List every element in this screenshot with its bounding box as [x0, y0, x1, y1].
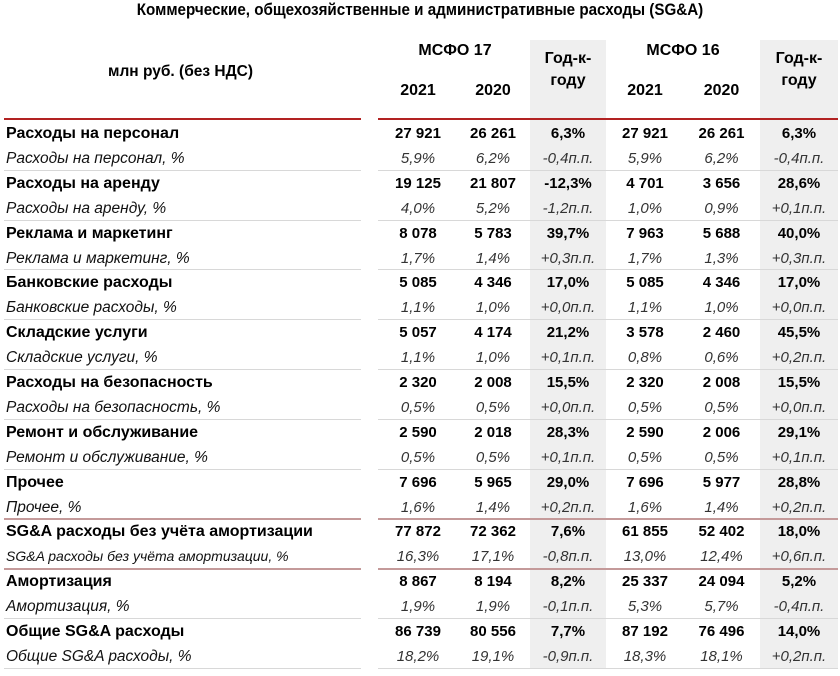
- cell-ifrs16-2020: 4 346: [702, 274, 741, 292]
- row-percent-label: Складские услуги, %: [6, 349, 158, 367]
- cell-ifrs16-yoy: 28,8%: [777, 473, 821, 491]
- cell-pct-ifrs16-yoy: +0,2п.п.: [771, 349, 827, 367]
- cell-pct-ifrs17-yoy: -0,4п.п.: [542, 149, 594, 167]
- row-percent-label: Ремонт и обслуживание, %: [6, 448, 208, 466]
- cell-pct-ifrs17-2021: 16,3%: [396, 548, 440, 566]
- cell-ifrs16-2020: 5 977: [702, 473, 741, 491]
- cell-ifrs16-2020: 5 688: [702, 224, 741, 242]
- cell-ifrs17-2020: 72 362: [470, 523, 516, 541]
- cell-pct-ifrs17-2020: 0,5%: [475, 398, 511, 416]
- yoy-header-line1: Год-к-: [544, 50, 592, 67]
- cell-pct-ifrs17-2020: 1,4%: [475, 498, 511, 516]
- cell-pct-ifrs16-yoy: +0,0п.п.: [771, 398, 827, 416]
- cell-pct-ifrs16-yoy: -0,4п.п.: [773, 149, 825, 167]
- cell-pct-ifrs16-2021: 18,3%: [623, 647, 667, 665]
- cell-ifrs17-yoy: 29,0%: [546, 473, 590, 491]
- cell-ifrs17-yoy: 15,5%: [546, 374, 590, 391]
- table-row: [0, 619, 840, 644]
- cell-pct-ifrs17-2021: 1,7%: [400, 249, 436, 267]
- row-percent-label: Расходы на безопасность, %: [6, 398, 221, 416]
- cell-ifrs16-yoy: 15,5%: [777, 374, 821, 391]
- cell-pct-ifrs16-2020: 0,6%: [704, 349, 739, 367]
- cell-ifrs17-2021: 7 696: [399, 473, 437, 491]
- cell-pct-ifrs17-2020: 5,2%: [475, 199, 511, 217]
- cell-pct-ifrs17-2020: 19,1%: [471, 647, 515, 665]
- table-row-percent: [0, 644, 840, 669]
- cell-ifrs17-2020: 4 174: [474, 324, 512, 342]
- table-row: [0, 270, 840, 295]
- cell-pct-ifrs16-2021: 0,5%: [627, 448, 663, 466]
- cell-ifrs17-2021: 5 085: [399, 274, 437, 292]
- cell-pct-ifrs16-2020: 1,3%: [704, 249, 739, 267]
- table-row: [0, 370, 840, 395]
- row-label: Банковские расходы: [6, 274, 173, 292]
- cell-pct-ifrs16-2020: 5,7%: [704, 598, 739, 616]
- cell-ifrs16-2020: 52 402: [698, 523, 745, 541]
- cell-ifrs17-2020: 5 965: [474, 473, 512, 491]
- cell-ifrs16-2021: 7 963: [626, 224, 664, 242]
- cell-ifrs17-2021: 19 125: [395, 174, 441, 192]
- table-row-percent: [0, 196, 840, 221]
- col-header-ifrs16-2021: 2021: [627, 82, 663, 99]
- cell-pct-ifrs16-2020: 0,9%: [704, 199, 739, 217]
- cell-ifrs17-2020: 2 018: [474, 423, 512, 441]
- row-label: Расходы на персонал: [6, 125, 180, 142]
- cell-ifrs17-yoy: -12,3%: [544, 174, 592, 192]
- cell-ifrs17-yoy: 21,2%: [546, 324, 590, 342]
- table-row: [0, 121, 840, 146]
- row-label: Ремонт и обслуживание: [6, 423, 199, 441]
- cell-ifrs16-2021: 7 696: [626, 473, 664, 491]
- cell-ifrs16-2020: 3 656: [702, 174, 741, 192]
- cell-pct-ifrs16-2021: 1,0%: [627, 199, 663, 217]
- cell-ifrs16-2021: 27 921: [622, 125, 668, 142]
- row-divider: [378, 668, 838, 669]
- cell-ifrs16-yoy: 14,0%: [777, 623, 821, 640]
- cell-ifrs16-yoy: 45,5%: [777, 324, 821, 342]
- table-row-percent: [0, 246, 840, 271]
- cell-ifrs16-2021: 3 578: [626, 324, 664, 342]
- table-row-percent: [0, 295, 840, 320]
- row-percent-label: Расходы на аренду, %: [6, 199, 167, 217]
- row-label: Складские услуги: [6, 324, 148, 342]
- cell-ifrs16-2021: 2 590: [626, 423, 664, 441]
- row-label: Общие SG&A расходы: [6, 623, 185, 640]
- cell-ifrs17-yoy: 7,6%: [550, 523, 586, 541]
- cell-ifrs16-2020: 24 094: [698, 573, 745, 591]
- cell-ifrs17-yoy: 7,7%: [550, 623, 586, 640]
- cell-pct-ifrs17-2021: 5,9%: [400, 149, 436, 167]
- row-label: Расходы на безопасность: [6, 374, 213, 391]
- unit-label: млн руб. (без НДС): [107, 63, 253, 80]
- cell-pct-ifrs16-2021: 0,5%: [627, 398, 663, 416]
- cell-ifrs17-2021: 8 867: [399, 573, 437, 591]
- cell-ifrs17-2020: 80 556: [470, 623, 516, 640]
- cell-pct-ifrs17-2020: 17,1%: [471, 548, 515, 566]
- cell-pct-ifrs17-yoy: -1,2п.п.: [542, 199, 594, 217]
- table-row-percent: [0, 594, 840, 619]
- cell-ifrs16-2021: 61 855: [622, 523, 668, 541]
- cell-ifrs16-2021: 87 192: [622, 623, 668, 640]
- header-divider-left: [4, 118, 361, 120]
- cell-ifrs17-2020: 8 194: [474, 573, 512, 591]
- cell-pct-ifrs16-2020: 12,4%: [700, 548, 743, 566]
- cell-ifrs16-2020: 2 460: [702, 324, 741, 342]
- row-percent-label: Прочее, %: [6, 498, 82, 516]
- cell-pct-ifrs17-yoy: +0,0п.п.: [540, 398, 596, 416]
- cell-pct-ifrs16-2020: 1,4%: [704, 498, 739, 516]
- table-row: [0, 320, 840, 345]
- cell-ifrs17-2021: 8 078: [399, 224, 437, 242]
- cell-pct-ifrs16-2021: 1,6%: [627, 498, 663, 516]
- cell-pct-ifrs17-2021: 1,6%: [400, 498, 436, 516]
- cell-ifrs16-2021: 25 337: [622, 573, 668, 591]
- table-row-percent: [0, 146, 840, 171]
- cell-pct-ifrs16-2021: 5,3%: [627, 598, 663, 616]
- cell-pct-ifrs16-2021: 0,8%: [627, 349, 663, 367]
- col-header-ifrs17-2020: 2020: [475, 82, 511, 99]
- cell-pct-ifrs17-2021: 1,1%: [400, 349, 436, 367]
- cell-pct-ifrs17-yoy: +0,1п.п.: [540, 349, 596, 367]
- col-header-ifrs16-2020: 2020: [703, 82, 740, 99]
- row-label: SG&A расходы без учёта амортизации: [6, 523, 313, 541]
- row-divider: [4, 668, 361, 669]
- cell-ifrs16-yoy: 29,1%: [777, 423, 821, 441]
- cell-ifrs16-yoy: 28,6%: [777, 174, 821, 192]
- table-row-percent: [0, 395, 840, 420]
- table-title: Коммерческие, общехозяйственные и административные расходы (SG&A): [136, 1, 704, 19]
- table-row: [0, 519, 840, 544]
- cell-pct-ifrs17-2020: 1,0%: [475, 299, 511, 317]
- cell-pct-ifrs17-2021: 0,5%: [400, 448, 436, 466]
- cell-pct-ifrs17-2021: 1,9%: [400, 598, 436, 616]
- cell-pct-ifrs16-2021: 1,1%: [627, 299, 663, 317]
- cell-ifrs17-2021: 86 739: [395, 623, 441, 640]
- row-percent-label: Расходы на персонал, %: [6, 149, 185, 167]
- cell-ifrs16-yoy: 6,3%: [781, 125, 817, 142]
- cell-ifrs17-2021: 2 320: [399, 374, 437, 391]
- cell-pct-ifrs16-2021: 1,7%: [627, 249, 663, 267]
- cell-pct-ifrs17-yoy: +0,3п.п.: [540, 249, 596, 267]
- cell-pct-ifrs17-yoy: -0,9п.п.: [542, 647, 594, 665]
- yoy-header-line1: Год-к-: [775, 50, 823, 67]
- col-header-ifrs17-2021: 2021: [400, 82, 436, 99]
- cell-pct-ifrs16-yoy: +0,3п.п.: [771, 249, 827, 267]
- row-label: Реклама и маркетинг: [6, 224, 173, 242]
- row-percent-label: Общие SG&A расходы, %: [6, 647, 192, 665]
- cell-ifrs17-2021: 2 590: [399, 423, 437, 441]
- cell-ifrs16-2020: 2 006: [702, 423, 741, 441]
- cell-ifrs16-yoy: 40,0%: [777, 224, 821, 242]
- cell-pct-ifrs17-2020: 6,2%: [475, 149, 511, 167]
- cell-ifrs17-2021: 5 057: [399, 324, 437, 342]
- cell-pct-ifrs17-2020: 0,5%: [475, 448, 511, 466]
- cell-pct-ifrs16-yoy: +0,6п.п.: [771, 548, 827, 566]
- cell-ifrs16-2021: 2 320: [626, 374, 664, 391]
- cell-pct-ifrs16-2020: 18,1%: [700, 647, 743, 665]
- table-row: [0, 221, 840, 246]
- group-header-ifrs16: МСФО 16: [646, 42, 720, 59]
- cell-pct-ifrs16-2020: 6,2%: [704, 149, 739, 167]
- cell-ifrs16-yoy: 17,0%: [777, 274, 821, 292]
- cell-ifrs17-yoy: 39,7%: [546, 224, 590, 242]
- cell-pct-ifrs17-2021: 1,1%: [400, 299, 436, 317]
- cell-ifrs17-2020: 2 008: [474, 374, 512, 391]
- cell-pct-ifrs16-yoy: +0,0п.п.: [771, 299, 827, 317]
- cell-pct-ifrs16-2020: 0,5%: [704, 398, 739, 416]
- cell-ifrs16-2021: 5 085: [626, 274, 664, 292]
- cell-pct-ifrs17-yoy: +0,0п.п.: [540, 299, 596, 317]
- header-divider-right: [378, 118, 838, 120]
- cell-ifrs17-yoy: 8,2%: [550, 573, 586, 591]
- cell-pct-ifrs16-2021: 5,9%: [627, 149, 663, 167]
- cell-pct-ifrs16-yoy: +0,1п.п.: [771, 448, 827, 466]
- cell-pct-ifrs17-2021: 4,0%: [400, 199, 436, 217]
- cell-ifrs17-2020: 5 783: [474, 224, 512, 242]
- cell-pct-ifrs17-2020: 1,4%: [475, 249, 511, 267]
- cell-ifrs16-2020: 76 496: [698, 623, 745, 640]
- cell-ifrs16-2020: 2 008: [702, 374, 741, 391]
- cell-pct-ifrs17-yoy: +0,2п.п.: [540, 498, 596, 516]
- row-percent-label: Банковские расходы, %: [6, 299, 177, 317]
- group-header-ifrs17: МСФО 17: [418, 42, 492, 59]
- cell-pct-ifrs17-2020: 1,0%: [475, 349, 511, 367]
- cell-ifrs16-yoy: 18,0%: [777, 523, 821, 541]
- table-row: [0, 171, 840, 196]
- cell-pct-ifrs17-2021: 0,5%: [400, 398, 436, 416]
- row-label: Расходы на аренду: [6, 174, 160, 192]
- cell-pct-ifrs17-yoy: -0,1п.п.: [542, 598, 594, 616]
- cell-pct-ifrs17-yoy: +0,1п.п.: [540, 448, 596, 466]
- cell-pct-ifrs16-yoy: -0,4п.п.: [773, 598, 825, 616]
- cell-pct-ifrs17-2020: 1,9%: [475, 598, 511, 616]
- cell-pct-ifrs16-yoy: +0,2п.п.: [771, 498, 827, 516]
- row-percent-label: SG&A расходы без учёта амортизации, %: [6, 548, 289, 565]
- cell-pct-ifrs16-2020: 0,5%: [704, 448, 739, 466]
- row-percent-label: Реклама и маркетинг, %: [6, 249, 190, 267]
- cell-ifrs17-yoy: 6,3%: [550, 125, 586, 142]
- cell-ifrs17-2021: 27 921: [395, 125, 441, 142]
- table-row-percent: [0, 544, 840, 569]
- cell-pct-ifrs17-yoy: -0,8п.п.: [542, 548, 594, 566]
- cell-ifrs17-2020: 21 807: [470, 174, 516, 192]
- table-row: [0, 420, 840, 445]
- row-label: Прочее: [6, 473, 64, 491]
- table-row-percent: [0, 495, 840, 520]
- table-row-percent: [0, 445, 840, 470]
- row-percent-label: Амортизация, %: [6, 598, 130, 616]
- table-row: [0, 569, 840, 594]
- cell-ifrs17-2021: 77 872: [395, 523, 441, 541]
- cell-ifrs17-2020: 26 261: [470, 125, 516, 142]
- cell-pct-ifrs16-yoy: +0,2п.п.: [771, 647, 827, 665]
- col-header-ifrs16-yoy: [760, 48, 838, 92]
- yoy-header-line2: году: [550, 72, 586, 89]
- yoy-header-line2: году: [781, 72, 817, 89]
- cell-pct-ifrs17-2021: 18,2%: [396, 647, 440, 665]
- cell-pct-ifrs16-yoy: +0,1п.п.: [771, 199, 827, 217]
- cell-ifrs17-2020: 4 346: [474, 274, 512, 292]
- table-row-percent: [0, 345, 840, 370]
- cell-ifrs16-2020: 26 261: [698, 125, 745, 142]
- cell-ifrs16-yoy: 5,2%: [781, 573, 817, 591]
- cell-ifrs17-yoy: 17,0%: [546, 274, 590, 292]
- cell-ifrs16-2021: 4 701: [626, 174, 664, 192]
- row-label: Амортизация: [6, 573, 112, 591]
- table-row: [0, 470, 840, 495]
- cell-pct-ifrs16-2021: 13,0%: [623, 548, 667, 566]
- col-header-ifrs17-yoy: [530, 48, 606, 92]
- cell-pct-ifrs16-2020: 1,0%: [704, 299, 739, 317]
- cell-ifrs17-yoy: 28,3%: [546, 423, 590, 441]
